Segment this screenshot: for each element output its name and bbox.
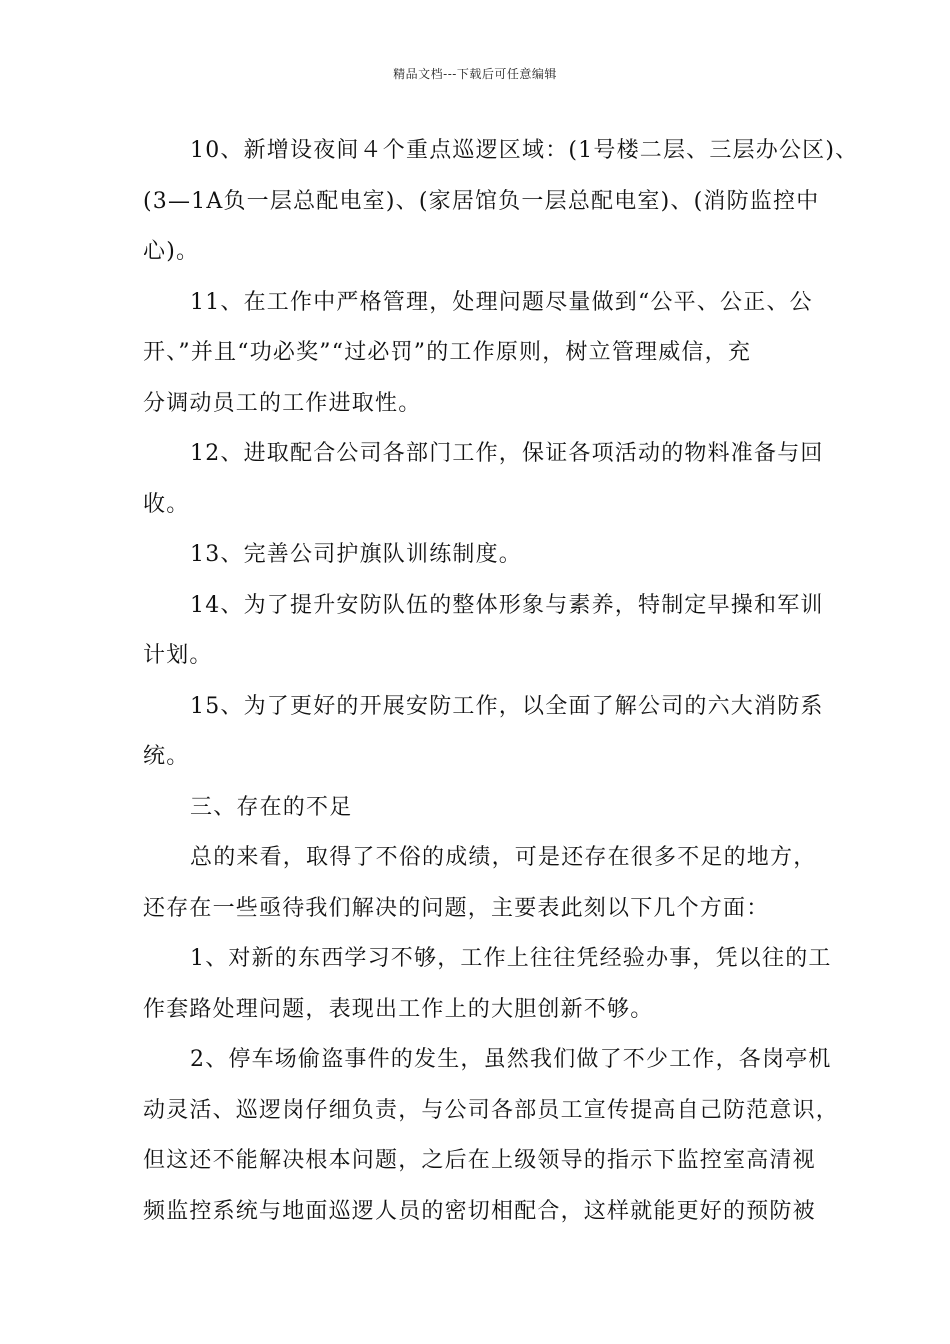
paragraph [143, 581, 824, 682]
paragraph [143, 530, 807, 581]
paragraph [143, 126, 859, 278]
text-line: 收。 [143, 491, 190, 517]
paragraph [143, 278, 813, 430]
text-line: 频监控系统与地面巡逻人员的密切相配合，这样就能更好的预防被 [143, 1198, 816, 1224]
text-line: 12、进取配合公司各部门工作，保证各项活动的物料准备与回 [190, 441, 824, 466]
text-line: 但这还不能解决根本问题，之后在上级领导的指示下监控室高清视 [143, 1148, 816, 1173]
text-line: 总的来看，取得了不俗的成绩，可是还存在很多不足的地方， [190, 845, 817, 870]
text-line: 动灵活、巡逻岗仔细负责，与公司各部员工宣传提高自己防范意识， [143, 1097, 840, 1123]
text-line: 开、”并且“功必奖”“过必罚”的工作原则，树立管理威信，充 [143, 340, 752, 365]
paragraph [143, 1035, 840, 1237]
text-line: 三、存在的不足 [190, 794, 353, 820]
paragraph [143, 934, 832, 1035]
text-line: 分调动员工的工作进取性。 [143, 390, 422, 416]
document-body [143, 126, 859, 1237]
text-line: 还存在一些亟待我们解决的问题，主要表此刻以下几个方面： [143, 895, 770, 921]
text-line: 计划。 [143, 643, 213, 668]
text-line: 14、为了提升安防队伍的整体形象与素养，特制定早操和军训 [190, 592, 824, 618]
text-line: 11、在工作中严格管理，处理问题尽量做到“公平、公正、公 [190, 289, 813, 315]
text-line: (3—1A负一层总配电室)、(家居馆负一层总配电室)、(消防监控中 [143, 188, 820, 214]
text-line: 心)。 [143, 239, 200, 264]
text-line: 统。 [143, 744, 190, 769]
text-line: 2、停车场偷盗事件的发生，虽然我们做了不少工作，各岗亭机 [190, 1047, 832, 1072]
text-line: 1、对新的东西学习不够，工作上往往凭经验办事，凭以往的工 [190, 946, 832, 971]
paragraph [143, 429, 824, 530]
text-line: 作套路处理问题，表现出工作上的大胆创新不够。 [143, 996, 654, 1022]
section-heading [143, 783, 807, 834]
paragraph [143, 682, 824, 783]
text-line: 15、为了更好的开展安防工作，以全面了解公司的六大消防系 [190, 693, 824, 719]
page-header: 精品文档---下载后可任意编辑 [393, 67, 557, 81]
text-line: 13、完善公司护旗队训练制度。 [190, 542, 522, 567]
text-line: 10、新增设夜间４个重点巡逻区域：(1号楼二层、三层办公区)、 [190, 138, 859, 163]
paragraph [143, 833, 817, 934]
